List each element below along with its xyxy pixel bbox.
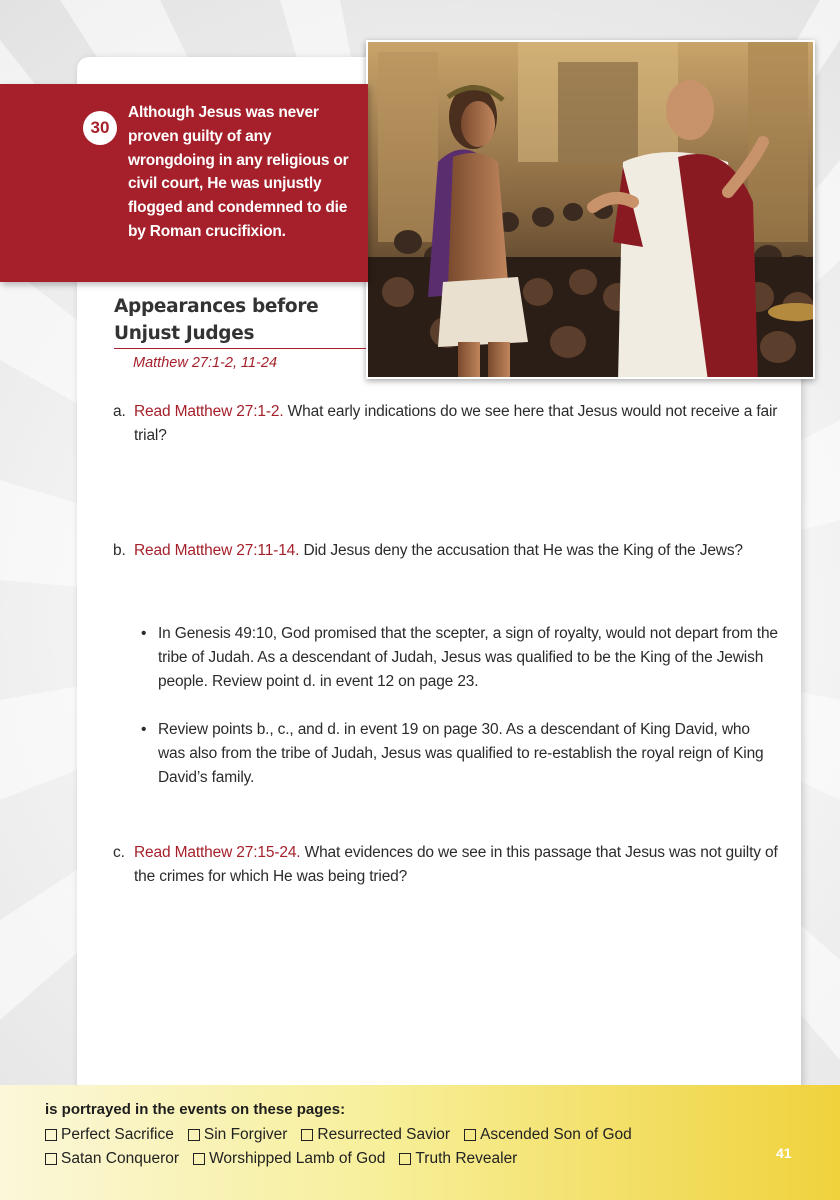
bullet-symbol: • bbox=[141, 721, 147, 738]
footer-checklist-row-2 bbox=[45, 1150, 517, 1168]
scripture-reference: Read Matthew 27:11-14. bbox=[134, 542, 300, 559]
illustration-jesus-before-pilate bbox=[366, 40, 815, 379]
scripture-reference: Read Matthew 27:15-24. bbox=[134, 844, 301, 861]
section-title-rule bbox=[114, 348, 366, 349]
question-text: Did Jesus deny the accusation that He was the King of the Jews? bbox=[299, 542, 743, 559]
bullet-king-david bbox=[141, 718, 781, 790]
question-b bbox=[113, 539, 783, 563]
question-letter: c. bbox=[113, 844, 125, 861]
event-number-badge: 30 bbox=[83, 111, 117, 145]
question-letter: b. bbox=[113, 542, 126, 559]
checkbox-icon[interactable] bbox=[464, 1129, 476, 1141]
checklist-item[interactable]: Resurrected Savior bbox=[301, 1126, 450, 1144]
section-title: Appearances before Unjust Judges bbox=[114, 296, 319, 344]
footer-heading: is portrayed in the events on these pages: bbox=[45, 1101, 346, 1118]
section-reference: Matthew 27:1-2, 11-24 bbox=[133, 355, 278, 371]
checklist-item[interactable]: Ascended Son of God bbox=[464, 1126, 632, 1144]
scripture-reference: Read Matthew 27:1-2. bbox=[134, 403, 284, 420]
checkbox-icon[interactable] bbox=[399, 1153, 411, 1165]
question-letter: a. bbox=[113, 403, 126, 420]
question-a bbox=[113, 400, 783, 448]
checklist-item[interactable]: Satan Conqueror bbox=[45, 1150, 179, 1168]
question-text: What evidences do we see in this passage that Jesus was not guilty of the crimes for which He was being tried? bbox=[134, 844, 778, 885]
event-caption: Although Jesus was never proven guilty of any wrongdoing in any religious or civil court, He was unjustly flogged and condemned to die by Roman crucifixion. bbox=[128, 104, 349, 240]
checkbox-icon[interactable] bbox=[188, 1129, 200, 1141]
bullet-genesis bbox=[141, 622, 781, 694]
checkbox-icon[interactable] bbox=[45, 1129, 57, 1141]
bullet-symbol: • bbox=[141, 625, 147, 642]
checklist-item[interactable]: Sin Forgiver bbox=[188, 1126, 288, 1144]
question-text: What early indications do we see here that Jesus would not receive a fair trial? bbox=[134, 403, 778, 444]
footer-checklist-row-1 bbox=[45, 1126, 632, 1144]
checklist-item[interactable]: Worshipped Lamb of God bbox=[193, 1150, 385, 1168]
page-number: 41 bbox=[776, 1145, 792, 1161]
checklist-item[interactable]: Truth Revealer bbox=[399, 1150, 517, 1168]
checkbox-icon[interactable] bbox=[301, 1129, 313, 1141]
question-c bbox=[113, 841, 783, 889]
checkbox-icon[interactable] bbox=[193, 1153, 205, 1165]
checkbox-icon[interactable] bbox=[45, 1153, 57, 1165]
bullet-text: In Genesis 49:10, God promised that the scepter, a sign of royalty, would not depart from the tribe of Judah. As a descendant of Judah, Jesus was qualified to be the King of the Jewish people. Review point d. in event 12 on page 23. bbox=[158, 625, 778, 690]
bullet-text: Review points b., c., and d. in event 19 on page 30. As a descendant of King David, who was also from the tribe of Judah, Jesus was qualified to re-establish the royal reign of King David’s family. bbox=[158, 721, 764, 786]
checklist-item[interactable]: Perfect Sacrifice bbox=[45, 1126, 174, 1144]
